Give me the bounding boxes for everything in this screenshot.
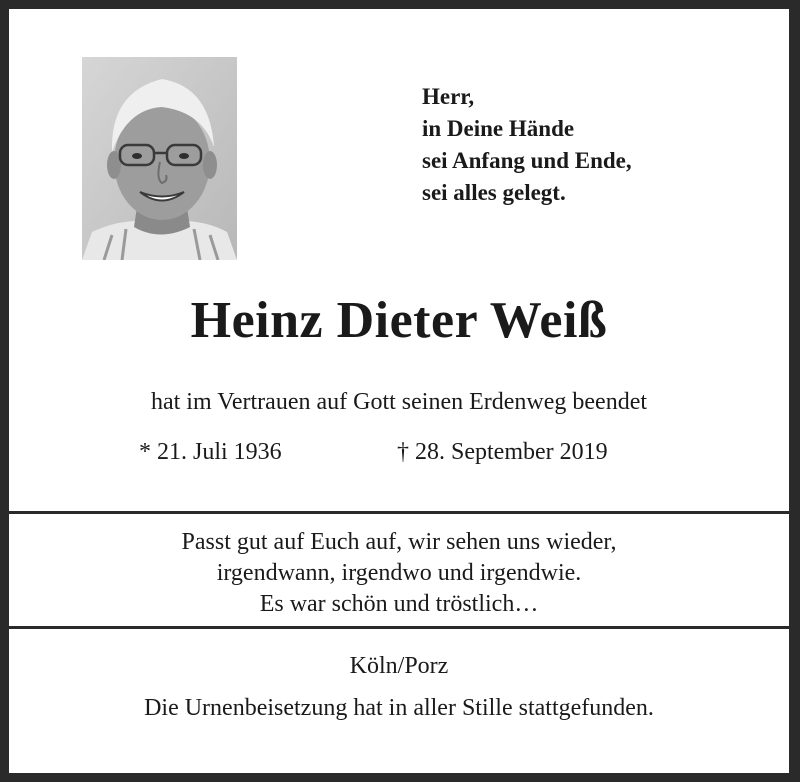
obituary-notice — [9, 9, 789, 773]
verse-line: in Deine Hände — [422, 116, 575, 141]
portrait-photo — [82, 57, 237, 260]
quote-line: Es war schön und tröstlich… — [259, 591, 539, 617]
quote-line: Passt gut auf Euch auf, wir sehen uns wieder, — [181, 529, 617, 555]
burial-notice: Die Urnenbeisetzung hat in aller Stille stattgefunden. — [144, 695, 654, 721]
verse-line: Herr, — [422, 84, 475, 109]
farewell-quote — [9, 527, 789, 620]
birth-date: * 21. Juli 1936 — [139, 439, 282, 465]
location: Köln/Porz — [349, 653, 449, 679]
quote-line: irgendwann, irgendwo und irgendwie. — [216, 560, 582, 586]
divider — [9, 511, 789, 514]
divider — [9, 626, 789, 629]
verse-line: sei alles gelegt. — [422, 180, 566, 205]
death-date: † 28. September 2019 — [397, 439, 608, 465]
verse-line: sei Anfang und Ende, — [422, 148, 632, 173]
deceased-name: Heinz Dieter Weiß — [190, 292, 608, 349]
verse — [422, 81, 632, 209]
subtitle: hat im Vertrauen auf Gott seinen Erdenweg beendet — [150, 389, 648, 415]
